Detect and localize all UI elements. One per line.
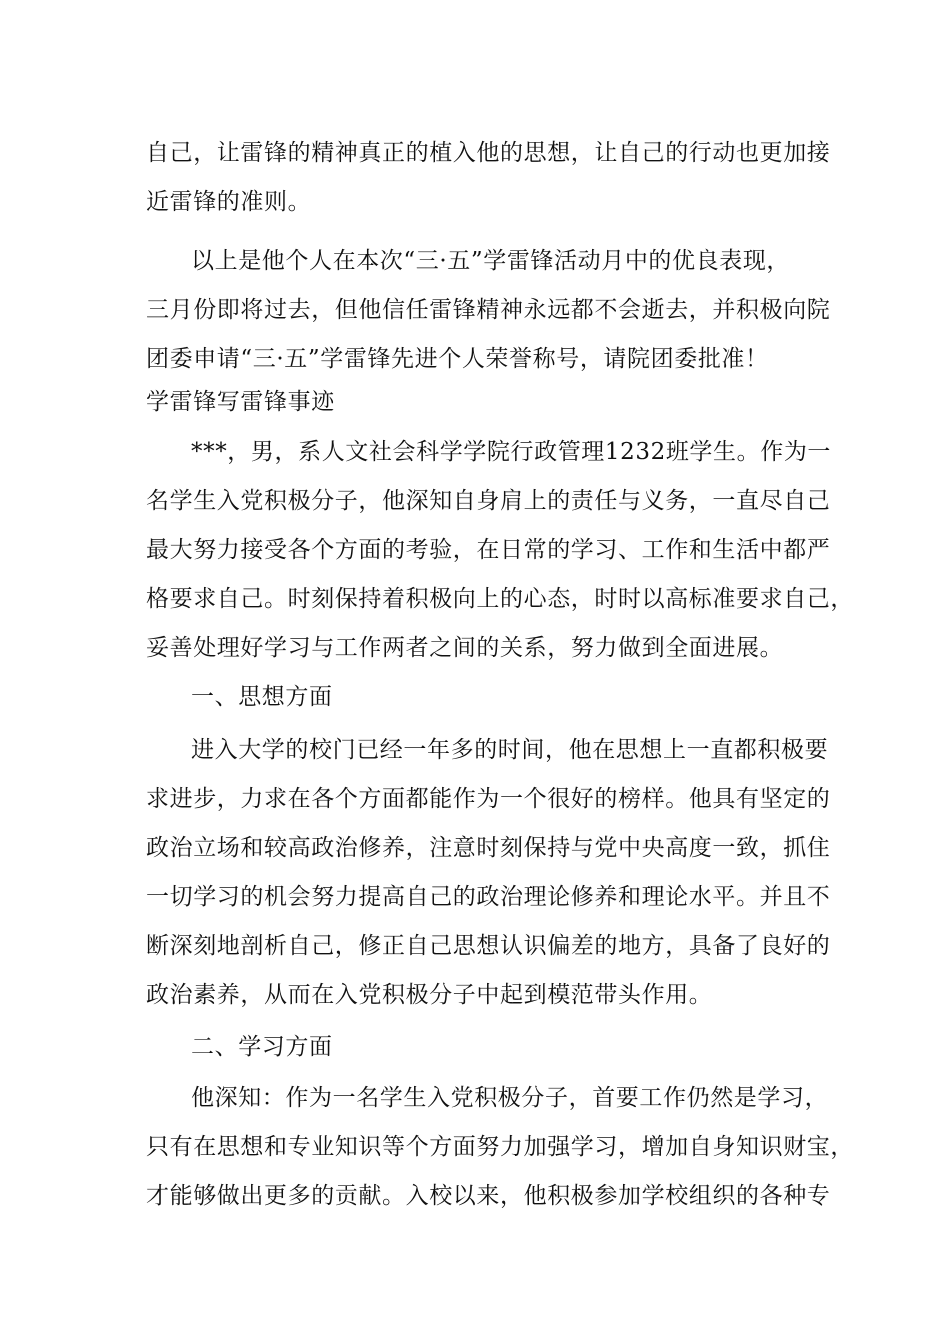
paragraph-line: 团委申请“三·五”学雷锋先进个人荣誉称号，请院团委批准！ [146,346,769,372]
paragraph-line: 进入大学的校门已经一年多的时间，他在思想上一直都积极要 [191,737,829,763]
paragraph-line: 断深刻地剖析自己，修正自己思想认识偏差的地方，具备了良好的 [146,933,831,959]
subsection-heading: 一、思想方面 [191,684,333,710]
subsection-heading: 二、学习方面 [191,1034,333,1060]
paragraph-line: 才能够做出更多的贡献。入校以来，他积极参加学校组织的各种专 [146,1183,831,1209]
paragraph-line: 他深知：作为一名学生入党积极分子，首要工作仍然是学习， [191,1085,829,1111]
paragraph-line: 格要求自己。时刻保持着积极向上的心态，时时以高标准要求自己， [146,586,854,612]
paragraph-line: 以上是他个人在本次“三·五”学雷锋活动月中的优良表现， [191,248,791,274]
paragraph-line: 政治素养，从而在入党积极分子中起到模范带头作用。 [146,982,713,1008]
paragraph-line: 最大努力接受各个方面的考验，在日常的学习、工作和生活中都严 [146,537,831,563]
paragraph-line: 一切学习的机会努力提高自己的政治理论修养和理论水平。并且不 [146,884,831,910]
paragraph-line: 只有在思想和专业知识等个方面努力加强学习，增加自身知识财宝， [146,1134,854,1160]
paragraph-line: 求进步，力求在各个方面都能作为一个很好的榜样。他具有坚定的 [146,786,831,812]
paragraph-line: 近雷锋的准则。 [146,189,312,215]
paragraph-line: ***，男，系人文社会科学学院行政管理1232班学生。作为一 [191,439,832,465]
paragraph-line: 名学生入党积极分子，他深知自身肩上的责任与义务，一直尽自己 [146,488,831,514]
paragraph-line: 自己，让雷锋的精神真正的植入他的思想，让自己的行动也更加接 [146,140,831,166]
paragraph-line: 三月份即将过去，但他信任雷锋精神永远都不会逝去，并积极向院 [146,297,831,323]
paragraph-line: 政治立场和较高政治修养，注意时刻保持与党中央高度一致，抓住 [146,835,831,861]
paragraph-line: 妥善处理好学习与工作两者之间的关系，努力做到全面进展。 [146,635,784,661]
section-heading: 学雷锋写雷锋事迹 [146,389,335,415]
